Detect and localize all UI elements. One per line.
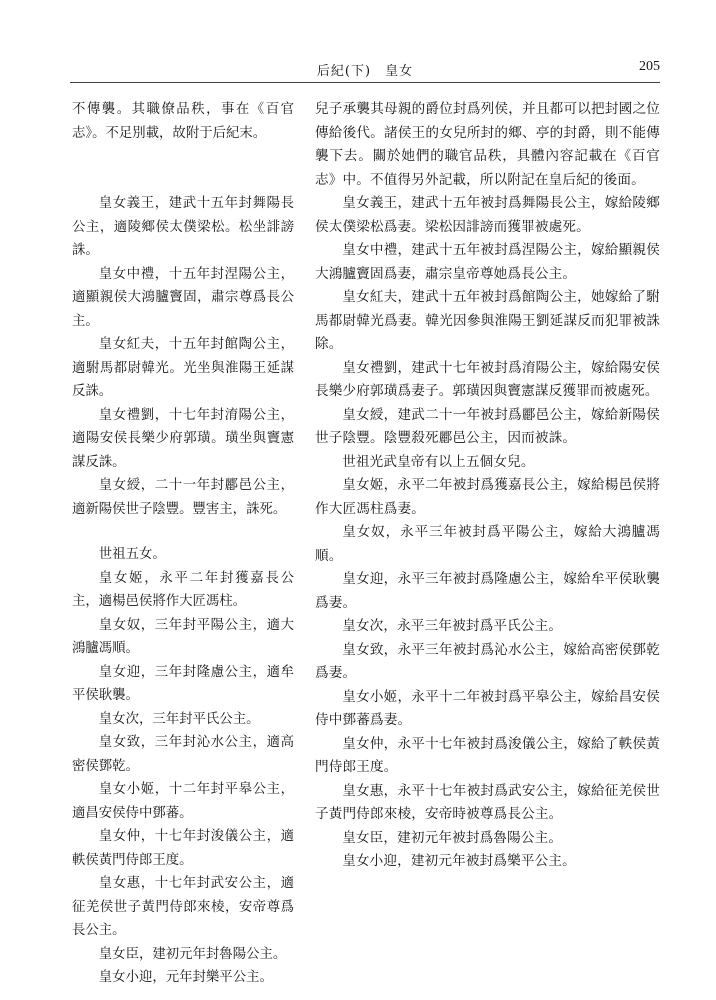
entry-paragraph: 皇女致，永平三年被封爲沁水公主，嫁給高密侯鄧乾爲妻。 bbox=[315, 641, 660, 681]
continued-paragraph: 不傳襲。其職僚品秩，事在《百官志》。不足別載，故附于后紀末。 bbox=[72, 102, 294, 141]
entry-paragraph: 皇女仲，十七年封浚儀公主，適軼侯黃門侍郎王度。 bbox=[72, 829, 294, 868]
entry-paragraph: 皇女仲，永平十七年被封爲浚儀公主，嫁給了軼侯黃門侍郎王度。 bbox=[315, 735, 660, 775]
entry-paragraph: 皇女禮劉，建武十七年被封爲淯陽公主，嫁給陽安侯長樂少府郭璜爲妻子。郭璜因與竇憲謀反獲罪而被處死。 bbox=[315, 359, 660, 399]
entry-paragraph: 皇女小姬，永平十二年被封爲平皋公主，嫁給昌安侯侍中鄧蕃爲妻。 bbox=[315, 688, 660, 728]
entry-paragraph: 皇女姬，永平二年封獲嘉長公主，適楊邑侯將作大匠馮柱。 bbox=[72, 570, 294, 609]
entry-paragraph: 皇女紅夫，十五年封館陶公主，適駙馬都尉韓光。光坐與淮陽王延謀反誅。 bbox=[72, 337, 294, 399]
entry-paragraph: 皇女奴，永平三年被封爲平陽公主，嫁給大鴻臚馮順。 bbox=[315, 524, 660, 564]
running-title: 后紀(下) 皇女 bbox=[316, 64, 414, 79]
entry-paragraph: 皇女義王，建武十五年被封爲舞陽長公主，嫁給陵鄉侯太僕梁松爲妻。梁松因誹謗而獲罪被處死。 bbox=[315, 195, 660, 235]
entry-paragraph: 皇女小姬，十二年封平皋公主，適昌安侯侍中鄧蕃。 bbox=[72, 782, 294, 821]
entry-paragraph: 皇女迎，永平三年被封爲隆慮公主，嫁給牟平侯耿襲爲妻。 bbox=[315, 571, 660, 611]
entry-paragraph: 皇女迎，三年封隆慮公主，適牟平侯耿襲。 bbox=[72, 664, 294, 703]
entry-paragraph: 皇女小迎，元年封樂平公主。 bbox=[98, 970, 273, 985]
section-heading: 世祖光武皇帝有以上五個女兒。 bbox=[342, 453, 535, 470]
entry-paragraph: 皇女臣，建初元年封魯陽公主。 bbox=[98, 946, 287, 962]
entry-paragraph: 皇女惠，永平十七年被封爲武安公主，嫁給征羌侯世子黃門侍郎來棱，安帝時被尊爲長公主。 bbox=[315, 782, 660, 822]
original-text-column bbox=[72, 98, 294, 990]
entry-paragraph: 皇女中禮，十五年封涅陽公主，適顯親侯大鴻臚竇固，肅宗尊爲長公主。 bbox=[72, 266, 294, 329]
page-number: 205 bbox=[639, 59, 660, 74]
entry-paragraph: 皇女紅夫，建武十五年被封爲館陶公主，她嫁給了駙馬都尉韓光爲妻。韓光因參與淮陽王劉延謀反而犯罪被誅除。 bbox=[315, 289, 660, 352]
continued-paragraph: 兒子承襲其母親的爵位封爲列侯，并且都可以把封國之位傳給後代。諸侯王的女兒所封的鄉、亭的封爵，則不能傳襲下去。關於她們的職官品秩，具體內容記載在《百官志》中。不值得另外記載，所以附記在皇后紀的後面。 bbox=[315, 101, 660, 188]
entry-paragraph: 皇女次，三年封平氏公主。 bbox=[98, 711, 260, 727]
entry-paragraph: 皇女惠，十七年封武安公主，適征羌侯世子黃門侍郎來棱，安帝尊爲長公主。 bbox=[72, 876, 294, 938]
section-heading: 世祖五女。 bbox=[98, 547, 166, 562]
entry-paragraph: 皇女綬，二十一年封酈邑公主，適新陽侯世子陰豐。豐害主，誅死。 bbox=[72, 478, 294, 517]
translation-column bbox=[315, 98, 660, 874]
running-header bbox=[70, 60, 660, 83]
entry-paragraph: 皇女小迎，建初元年被封爲樂平公主。 bbox=[342, 853, 576, 869]
entry-paragraph: 皇女臣，建初元年被封爲魯陽公主。 bbox=[342, 829, 563, 846]
entry-paragraph: 皇女致，三年封沁水公主，適高密侯鄧乾。 bbox=[72, 735, 294, 774]
entry-paragraph: 皇女次，永平三年被封爲平氏公主。 bbox=[342, 618, 563, 634]
entry-paragraph: 皇女奴，三年封平陽公主，適大鴻臚馮順。 bbox=[72, 617, 294, 656]
entry-paragraph: 皇女禮劉，十七年封淯陽公主，適陽安侯長樂少府郭璜。璜坐與竇憲謀反誅。 bbox=[72, 407, 294, 470]
entry-paragraph: 皇女中禮，建武十五年被封爲涅陽公主，嫁給顯親侯大鴻臚竇固爲妻，肅宗皇帝尊她爲長公主。 bbox=[315, 242, 660, 282]
entry-paragraph: 皇女綬，建武二十一年被封爲酈邑公主，嫁給新陽侯世子陰豐。陰豐殺死酈邑公主，因而被誅。 bbox=[315, 406, 660, 446]
entry-paragraph: 皇女義王，建武十五年封舞陽長公主，適陵鄉侯太僕梁松。松坐誹謗誅。 bbox=[72, 196, 294, 258]
entry-paragraph: 皇女姬，永平二年被封爲獲嘉長公主，嫁給楊邑侯將作大匠馮柱爲妻。 bbox=[315, 477, 660, 517]
